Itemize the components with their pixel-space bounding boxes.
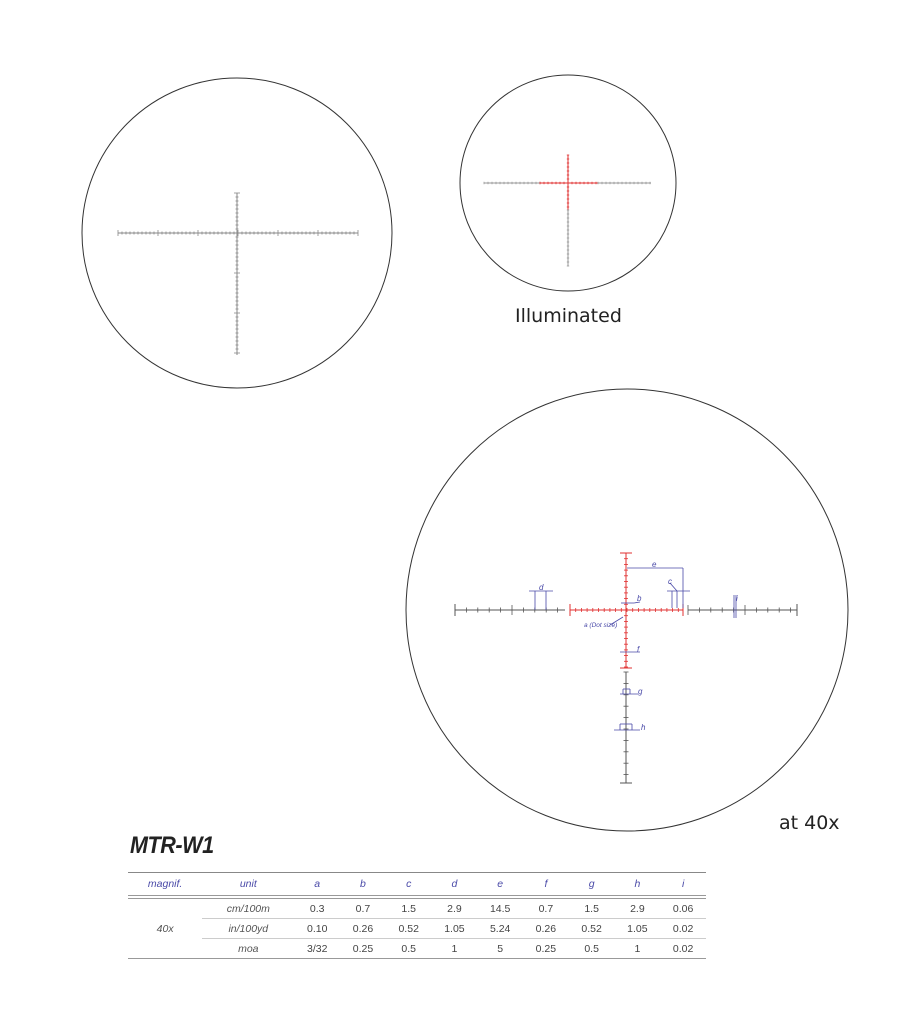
table-row [128, 919, 706, 939]
cell-value: 0.25 [340, 939, 386, 959]
cell-value: 1 [432, 939, 478, 959]
label-e: e [652, 560, 657, 569]
cell-value: 0.3 [294, 897, 340, 919]
header-d: d [432, 873, 478, 898]
label-g: g [638, 687, 643, 696]
header-e: e [477, 873, 523, 898]
cell-value: 0.26 [340, 919, 386, 939]
cell-value: 0.5 [386, 939, 432, 959]
cell-value: 1.5 [386, 897, 432, 919]
cell-value: 0.25 [523, 939, 569, 959]
label-a: a (Dot size) [584, 622, 618, 629]
label-d: d [539, 583, 544, 592]
label-i: i [736, 594, 738, 603]
cell-value: 0.5 [569, 939, 615, 959]
label-h: h [641, 723, 646, 732]
cell-unit: in/100yd [202, 919, 294, 939]
header-unit: unit [202, 873, 294, 898]
cell-value: 2.9 [615, 897, 661, 919]
reticle-title: MTR-W1 [130, 832, 214, 859]
cell-value: 1.5 [569, 897, 615, 919]
cell-value: 0.26 [523, 919, 569, 939]
header-c: c [386, 873, 432, 898]
cell-value: 0.06 [660, 897, 706, 919]
label-b: b [637, 594, 642, 603]
cell-value: 0.02 [660, 939, 706, 959]
cell-value: 0.02 [660, 919, 706, 939]
cell-unit: moa [202, 939, 294, 959]
cell-value: 5 [477, 939, 523, 959]
cell-value: 1.05 [432, 919, 478, 939]
header-f: f [523, 873, 569, 898]
cell-value: 0.7 [523, 897, 569, 919]
table-row [128, 897, 706, 919]
caption-magnification: at 40x [779, 812, 840, 834]
cell-value: 0.7 [340, 897, 386, 919]
cell-value: 2.9 [432, 897, 478, 919]
label-c: c [668, 577, 672, 586]
header-magnif: magnif. [128, 873, 202, 898]
cell-magnification: 40x [128, 897, 202, 959]
cell-value: 3/32 [294, 939, 340, 959]
header-i: i [660, 873, 706, 898]
cell-value: 1 [615, 939, 661, 959]
header-g: g [569, 873, 615, 898]
label-f: f [637, 645, 640, 654]
cell-unit: cm/100m [202, 897, 294, 919]
cell-value: 0.10 [294, 919, 340, 939]
table-header-row [128, 873, 706, 898]
cell-value: 0.52 [569, 919, 615, 939]
header-b: b [340, 873, 386, 898]
table-row [128, 939, 706, 959]
header-h: h [615, 873, 661, 898]
spec-table [128, 872, 706, 959]
header-a: a [294, 873, 340, 898]
cell-value: 0.52 [386, 919, 432, 939]
cell-value: 14.5 [477, 897, 523, 919]
cell-value: 5.24 [477, 919, 523, 939]
caption-illuminated: Illuminated [515, 305, 622, 327]
cell-value: 1.05 [615, 919, 661, 939]
